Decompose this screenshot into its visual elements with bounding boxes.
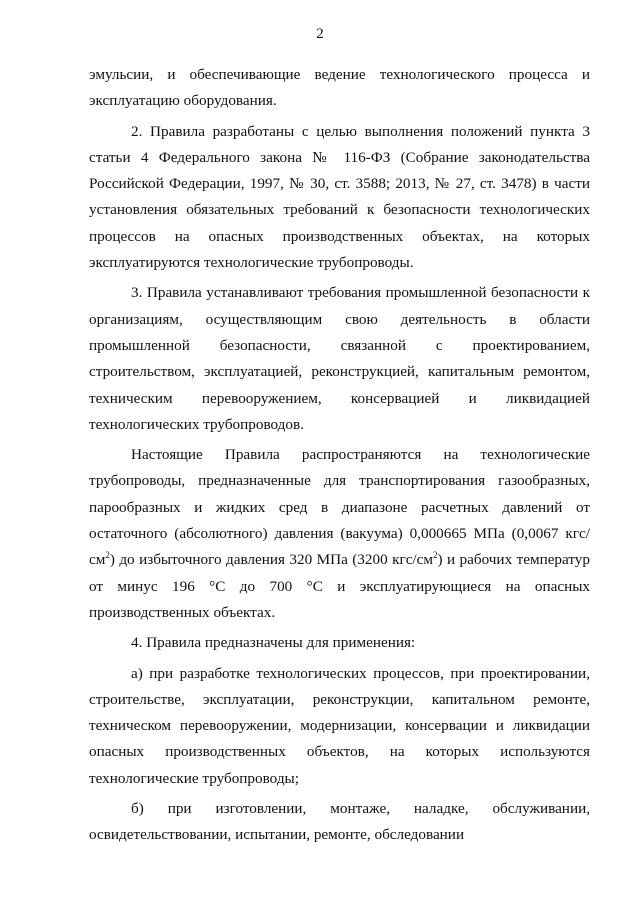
paragraph-subitem-a: а) при разработке технологических процессов, при проектировании, строительстве, эксплуатации, реконструкции, капитальном ремонте, техническом перевооружении, модернизации, консервации и ликвидации опасных производственных объектов, на которых используются технологические трубопроводы;: [89, 664, 590, 787]
superscript-2: 2: [433, 550, 438, 561]
paragraph-subitem-b: б) при изготовлении, монтаже, наладке, обслуживании, освидетельствовании, испытании, ремонте, обследовании: [89, 800, 590, 844]
scope-text-start: Настоящие Правила распространяются на технологические трубопроводы, предназначенные для транспортирования газообразных, парообразных и жидких сред в диапазоне расчетных давлений от остаточного (абсолютного) давления (вакуума) 0,000665 МПа (0,0067 кгс/см: [89, 446, 590, 569]
paragraph-item-3: 3. Правила устанавливают требования промышленной безопасности к организациям, осуществляющим свою деятельность в области промышленной безопасности, связанной с проектированием, строительством, эксплуатацией, реконструкцией, капитальным ремонтом, техническим перевооружением, консервацией и ликвидацией технологических трубопроводов.: [89, 284, 590, 433]
paragraph-item-2: 2. Правила разработаны с целью выполнения положений пункта 3 статьи 4 Федерального закона № 116-ФЗ (Собрание законодательства Российской Федерации, 1997, № 30, ст. 3588; 2013, № 27, ст. 3478) в части установления обязательных требований к безопасности технологических процессов на опасных производственных объектах, на которых эксплуатируются технологические трубопроводы.: [89, 122, 590, 272]
paragraph-scope: [89, 442, 590, 626]
superscript-2: 2: [105, 550, 110, 561]
scope-text-end: ) и рабочих температур от минус 196 °С до 700 °С и эксплуатирующиеся на опасных производственных объектах.: [89, 551, 590, 621]
page-number: 2: [316, 26, 324, 42]
paragraph-item-4: 4. Правила предназначены для применения:: [131, 634, 416, 652]
scope-text-middle: ) до избыточного давления 320 МПа (3200 кгс/см: [109, 551, 434, 569]
paragraph-continuation: эмульсии, и обеспечивающие ведение технологического процесса и эксплуатацию оборудования.: [89, 66, 590, 110]
document-body: [89, 62, 590, 849]
